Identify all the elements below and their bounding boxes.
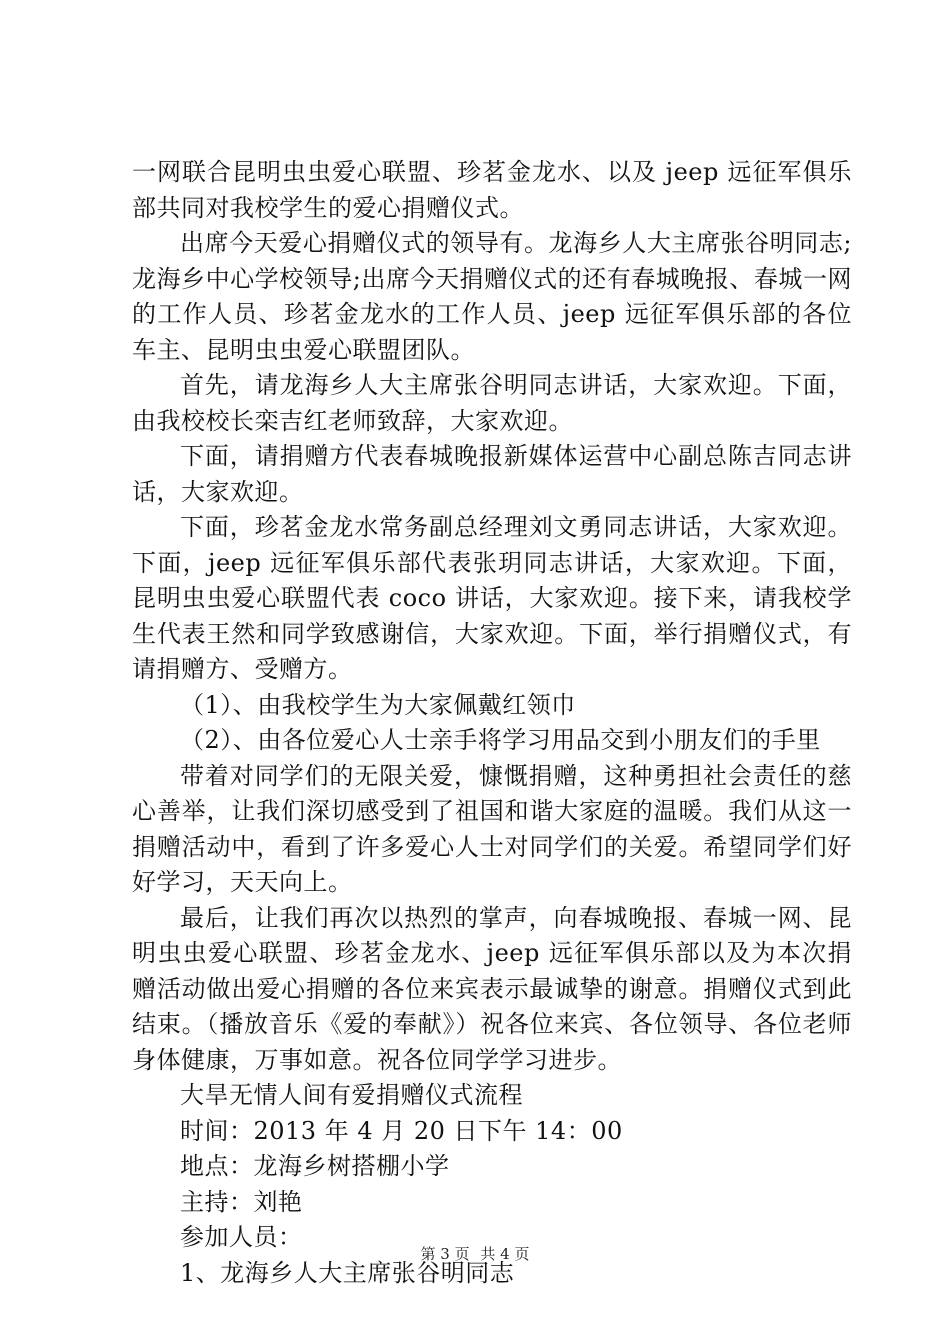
- paragraph: 最后，让我们再次以热烈的掌声，向春城晚报、春城一网、昆明虫虫爱心联盟、珍茗金龙水、jeep 远征军俱乐部以及为本次捐赠活动做出爱心捐赠的各位来宾表示最诚挚的谢意。捐赠仪式到此结束。（播放音乐《爱的奉献》）祝各位来宾、各位领导、各位老师身体健康，万事如意。祝各位同学学习进步。: [132, 903, 852, 1074]
- paragraph: 下面，请捐赠方代表春城晚报新媒体运营中心副总陈吉同志讲话，大家欢迎。: [132, 442, 852, 506]
- program-participant: 1、龙海乡人大主席张谷明同志: [180, 1258, 515, 1287]
- document-body: [132, 155, 852, 1291]
- program-participants-label: 参加人员：: [180, 1223, 303, 1251]
- list-item: （1）、由我校学生为大家佩戴红领巾: [180, 690, 576, 719]
- paragraph: 带着对同学们的无限关爱，慷慨捐赠，这种勇担社会责任的慈心善举，让我们深切感受到了祖国和谐大家庭的温暖。我们从这一捐赠活动中，看到了许多爱心人士对同学们的关爱。希望同学们好好学习，天天向上。: [132, 761, 852, 896]
- paragraph: 一网联合昆明虫虫爱心联盟、珍茗金龙水、以及 jeep 远征军俱乐部共同对我校学生的爱心捐赠仪式。: [132, 158, 852, 222]
- page-number: 第 3 页: [420, 1245, 470, 1263]
- program-title: 大旱无情人间有爱捐赠仪式流程: [180, 1081, 523, 1109]
- paragraph: 首先，请龙海乡人大主席张谷明同志讲话，大家欢迎。下面，由我校校长栾吉红老师致辞，大家欢迎。: [132, 371, 852, 435]
- page-footer: [0, 1243, 950, 1264]
- paragraph: 下面，珍茗金龙水常务副总经理刘文勇同志讲话，大家欢迎。下面，jeep 远征军俱乐部代表张玥同志讲话，大家欢迎。下面，昆明虫虫爱心联盟代表 coco 讲话，大家欢迎。接下来，请我校学生代表王然和同学致感谢信，大家欢迎。下面，举行捐赠仪式，有请捐赠方、受赠方。: [132, 513, 852, 683]
- list-item: （2）、由各位爱心人士亲手将学习用品交到小朋友们的手里: [180, 726, 821, 754]
- program-time: 时间：2013 年 4 月 20 日下午 14：00: [180, 1116, 623, 1145]
- page-total: 共 4 页: [480, 1245, 530, 1263]
- paragraph: 出席今天爱心捐赠仪式的领导有。龙海乡人大主席张谷明同志;龙海乡中心学校领导;出席今天捐赠仪式的还有春城晚报、春城一网的工作人员、珍茗金龙水的工作人员、jeep 远征军俱乐部的各位车主、昆明虫虫爱心联盟团队。: [132, 229, 852, 364]
- program-location: 地点：龙海乡树搭棚小学: [180, 1152, 450, 1180]
- program-host: 主持：刘艳: [180, 1187, 303, 1216]
